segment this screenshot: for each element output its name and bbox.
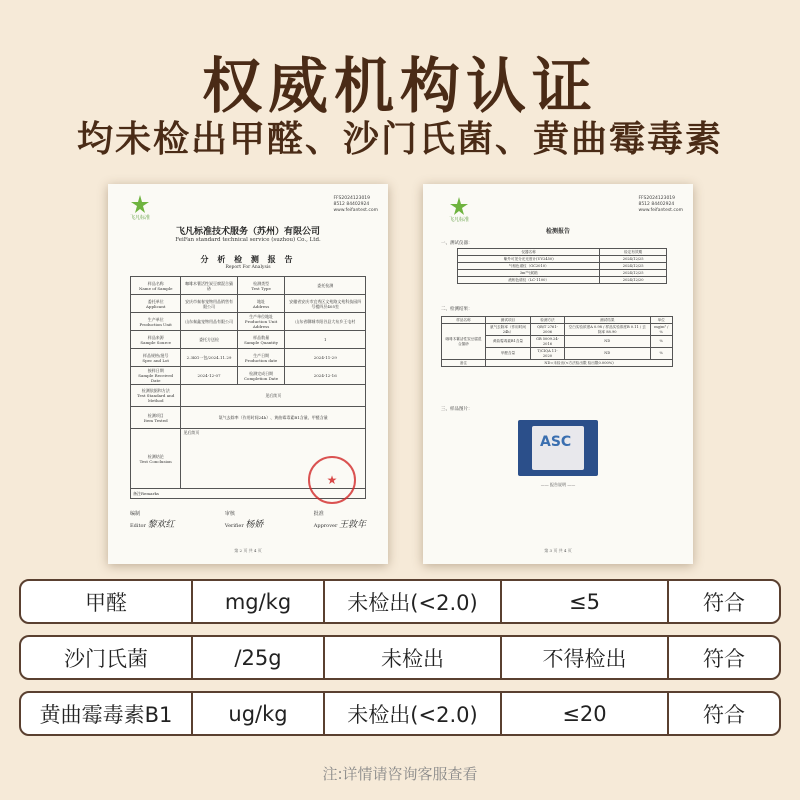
report-phone: 8512 84402924 (333, 202, 370, 207)
field-label: 生产日期 Production date (237, 349, 285, 367)
col-header: 单位 (650, 317, 672, 324)
standard-value: 见后续页 (181, 385, 366, 407)
cell: QB/T 2761-2006 (530, 324, 564, 336)
table-row (131, 331, 366, 349)
field-value: 2.3KG一包/2024.11.29 (181, 349, 237, 367)
cell: 甲醛含量 (485, 348, 530, 360)
cell: 空白实验浓度A 0.98 / 样品实验浓度B 0.11 / 去除率 88.90 (565, 324, 651, 336)
table-header-row (442, 317, 673, 324)
footer-note: 注:详情请咨询客服查看 (322, 765, 478, 783)
table-row (131, 385, 366, 407)
cell: 黄曲霉毒素B1含量 (485, 336, 530, 348)
page-number: 第 2 页 共 4 页 (234, 548, 262, 553)
logo-text: 飞凡标准 (129, 215, 150, 221)
report-website: www.feifantest.com (333, 208, 378, 213)
cell: ND (565, 348, 651, 360)
report-title: 分 析 检 测 报 告 (200, 254, 296, 264)
cell: ND (565, 336, 651, 348)
field-label: 检测完成日期 Completion Date (237, 367, 285, 385)
report-title-en: Report For Analysis (225, 265, 271, 270)
table-row (458, 277, 667, 284)
section-sample-image: 三、样品图片： (441, 407, 473, 412)
field-label: 样品规格/批号 Spec and Lot (131, 349, 181, 367)
field-value: 1 (285, 331, 366, 349)
conclusion-value: 见后续页 (181, 429, 366, 489)
sample-caption: —— 报告说明 —— (540, 482, 576, 487)
test-report-document (423, 184, 693, 564)
editor-label: 编制 Editor (130, 511, 146, 529)
result-row-aflatoxin (19, 691, 781, 736)
item-unit: /25g (191, 637, 323, 678)
sample-name: 咖啡木薯活性炭豆腐混合猫砂 (442, 324, 486, 360)
table-header-row (458, 249, 667, 256)
report-title: 检测报告 (545, 228, 570, 235)
official-seal-icon: ★ (308, 456, 356, 504)
field-value: 2024-12-07 (181, 367, 237, 385)
report-number-block (333, 196, 378, 214)
cell: T/CIQA 11-2020 (530, 348, 564, 360)
section-results: 二、检测结果： (441, 307, 473, 312)
col-header: 样品名称 (442, 317, 486, 324)
report-number: FFS2024123019 (333, 196, 371, 201)
field-label: 检测类型 Test Type (237, 277, 285, 295)
note-value: ND=未检出(<方法检出限 检出限0.000%) (485, 360, 672, 367)
field-value: 2024-11-29 (285, 349, 366, 367)
item-name: 沙门氏菌 (64, 646, 148, 671)
table-row (131, 295, 366, 313)
col-header: 测试结果 (565, 317, 651, 324)
verifier-label: 审核 Verifier (224, 511, 244, 529)
product-package (532, 426, 584, 470)
cell: % (650, 336, 672, 348)
logo-text: 飞凡标准 (448, 217, 469, 223)
field-label: 生产单位地址 Production Unit Address (237, 313, 285, 331)
item-name: 黄曲霉毒素B1 (39, 702, 173, 727)
instrument-validity: 2024/12/20 (600, 277, 667, 284)
table-row (131, 367, 366, 385)
report-number: FFS2024123019 (638, 196, 676, 201)
items-value: 氨气去除率（作用时间24h）、黄曲霉毒素B1含量、甲醛含量 (181, 407, 366, 429)
instrument-name: 气相色谱仪（GC2010） (458, 263, 600, 270)
signature-row (130, 510, 366, 530)
field-label: 样品来源 Sample Source (131, 331, 181, 349)
cell: mg/m³ / % (650, 324, 672, 336)
approver-label: 批准 Approver (313, 511, 338, 529)
items-label: 检测项目 Item Tested (131, 407, 181, 429)
item-name: 甲醛 (85, 590, 127, 615)
table-row (131, 277, 366, 295)
table-row (458, 263, 667, 270)
table-row (131, 349, 366, 367)
item-limit: 不得检出 (500, 637, 667, 678)
result-row-formaldehyde (19, 579, 781, 624)
field-value: 咖啡木薯活性炭豆腐混合猫砂 (181, 277, 237, 295)
verifier-signature: 杨娇 (245, 520, 264, 530)
instrument-validity: 2024/12/25 (600, 256, 667, 263)
page-subtitle: 均未检出甲醛、沙门氏菌、黄曲霉毒素 (76, 119, 723, 160)
note-label: 备注 (442, 360, 486, 367)
item-unit: ug/kg (191, 693, 323, 734)
field-label: 接样日期 Sample Received Date (131, 367, 181, 385)
field-value: 委托检测 (285, 277, 366, 295)
report-phone: 8512 84402924 (638, 202, 675, 207)
field-value: 山东秦鑫宠物用品有限公司 (181, 313, 237, 331)
results-summary (19, 579, 781, 747)
table-row (458, 256, 667, 263)
approver-signature: 王敦年 (338, 520, 366, 530)
report-number-block (638, 196, 683, 214)
remarks-label: 备注Remarks (131, 489, 366, 499)
result-row-salmonella (19, 635, 781, 680)
col-header: 测试项目 (485, 317, 530, 324)
item-result: 未检出(<2.0) (323, 581, 500, 622)
star-logo-icon (445, 196, 473, 216)
table-row (458, 270, 667, 277)
field-value: 2024-12-16 (285, 367, 366, 385)
results-table (441, 316, 673, 367)
cell: 氨气去除率（作用时间24h） (485, 324, 530, 336)
col-header: 仪器名称 (458, 249, 600, 256)
item-verdict: 符合 (667, 581, 779, 622)
field-value: 委托方送检 (181, 331, 237, 349)
field-value: 安徽省安庆市宜秀区文苑路文苑科技园四号楼四层405室 (285, 295, 366, 313)
cell: % (650, 348, 672, 360)
sample-photo (518, 420, 598, 476)
instrument-name: 3m³气候箱 (458, 270, 600, 277)
lab-logo (126, 194, 154, 222)
conclusion-label: 检测结论 Test Conclusion (131, 429, 181, 489)
analysis-report-document (108, 184, 388, 564)
item-verdict: 符合 (667, 693, 779, 734)
field-label: 样品数量 Sample Quantity (237, 331, 285, 349)
section-instruments: 一、测试仪器： (441, 241, 473, 246)
table-row (131, 407, 366, 429)
item-result: 未检出 (323, 637, 500, 678)
field-value: 山东省聊城市阳谷县大布乡王屯村 (285, 313, 366, 331)
col-header: 检测方法 (530, 317, 564, 324)
org-name: 飞凡标准技术服务（苏州）有限公司 (175, 227, 320, 237)
instrument-name: 紫外可见分光光度计(UV2450) (458, 256, 600, 263)
table-row (131, 313, 366, 331)
field-label: 地址 Address (237, 295, 285, 313)
instrument-name: 液相色谱仪（LC-1100） (458, 277, 600, 284)
instrument-validity: 2024/12/25 (600, 263, 667, 270)
report-website: www.feifantest.com (638, 208, 683, 213)
org-name-en: FeiFan standard technical service (suzhou) Co., Ltd. (175, 237, 321, 243)
field-label: 生产单位 Production Unit (131, 313, 181, 331)
item-limit: ≤20 (500, 693, 667, 734)
item-unit: mg/kg (191, 581, 323, 622)
cell: GB 5009.24-2016 (530, 336, 564, 348)
item-result: 未检出(<2.0) (323, 693, 500, 734)
table-row (442, 324, 673, 336)
star-logo-icon (126, 194, 154, 214)
package-brand: ASC (540, 434, 572, 450)
lab-logo (445, 196, 473, 224)
standard-label: 检测依据和方法 Test Standard and Method (131, 385, 181, 407)
instrument-table (457, 248, 667, 284)
item-verdict: 符合 (667, 637, 779, 678)
page-number: 第 3 页 共 4 页 (544, 548, 572, 553)
col-header: 检定有效期 (600, 249, 667, 256)
table-row (442, 360, 673, 367)
editor-signature: 黎欢红 (147, 520, 175, 530)
field-label: 样品名称 Name of Sample (131, 277, 181, 295)
field-label: 委托单位 Applicant (131, 295, 181, 313)
field-value: 安庆市秦春宠物用品销售有限公司 (181, 295, 237, 313)
instrument-validity: 2024/12/25 (600, 270, 667, 277)
item-limit: ≤5 (500, 581, 667, 622)
page-title: 权威机构认证 (202, 52, 598, 122)
